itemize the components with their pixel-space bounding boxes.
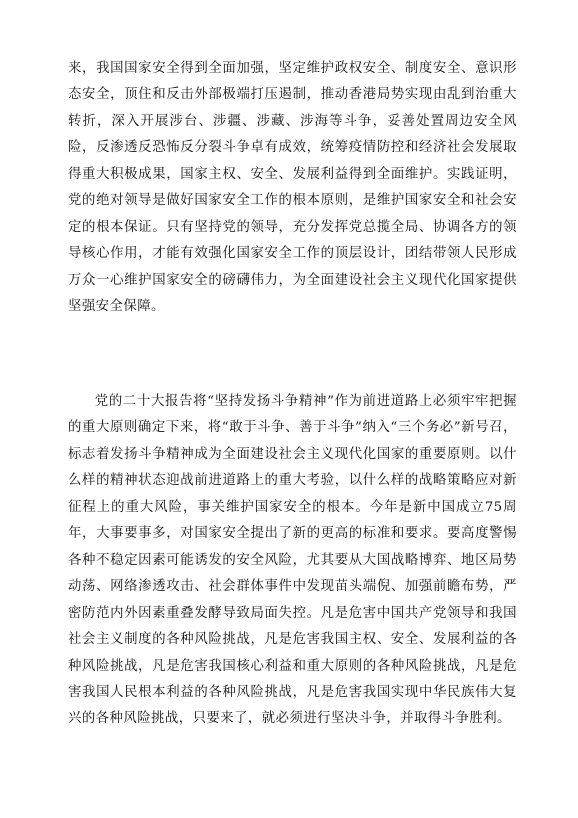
paragraph-national-security-achievements xyxy=(68,56,517,321)
paragraph-struggle-spirit xyxy=(68,389,517,733)
paragraph-text: 党的二十大报告将“坚持发扬斗争精神”作为前进道路上必须牢牢把握的重大原则确定下来，将“敢于斗争、善于斗争”纳入“三个务必”新号召，标志着发扬斗争精神成为全面建设社会主义现代化国家的重要原则。以什么样的精神状态迎战前进道路上的重大考验，以什么样的战略策略应对新征程上的重大风险，事关维护国家安全的根本。今年是新中国成立75周年，大事要事多，对国家安全提出了新的更高的标准和要求。要高度警惕各种不稳定因素可能诱发的安全风险，尤其要从大国战略博弈、地区局势动荡、网络渗透攻击、社会群体事件中发现苗头端倪、加强前瞻布势，严密防范内外因素重叠发酵导致局面失控。凡是危害中国共产党领导和我国社会主义制度的各种风险挑战，凡是危害我国主权、安全、发展利益的各种风险挑战，凡是危害我国核心利益和重大原则的各种风险挑战，凡是危害我国人民根本利益的各种风险挑战，凡是危害我国实现中华民族伟大复兴的各种风险挑战，只要来了，就必须进行坚决斗争，并取得斗争胜利。 xyxy=(68,394,517,727)
paragraph-text: 来，我国国家安全得到全面加强，坚定维护政权安全、制度安全、意识形态安全，顶住和反击外部极端打压遏制，推动香港局势实现由乱到治重大转折，深入开展涉台、涉疆、涉藏、涉海等斗争，妥善处置周边安全风险，反渗透反恐怖反分裂斗争卓有成效，统筹疫情防控和经济社会发展取得重大积极成果，国家主权、安全、发展利益得到全面维护。实践证明，党的绝对领导是做好国家安全工作的根本原则，是维护国家安全和社会安定的根本保证。只有坚持党的领导，充分发挥党总揽全局、协调各方的领导核心作用，才能有效强化国家安全工作的顶层设计，团结带领人民形成万众一心维护国家安全的磅礴伟力，为全面建设社会主义现代化国家提供坚强安全保障。 xyxy=(68,61,517,315)
